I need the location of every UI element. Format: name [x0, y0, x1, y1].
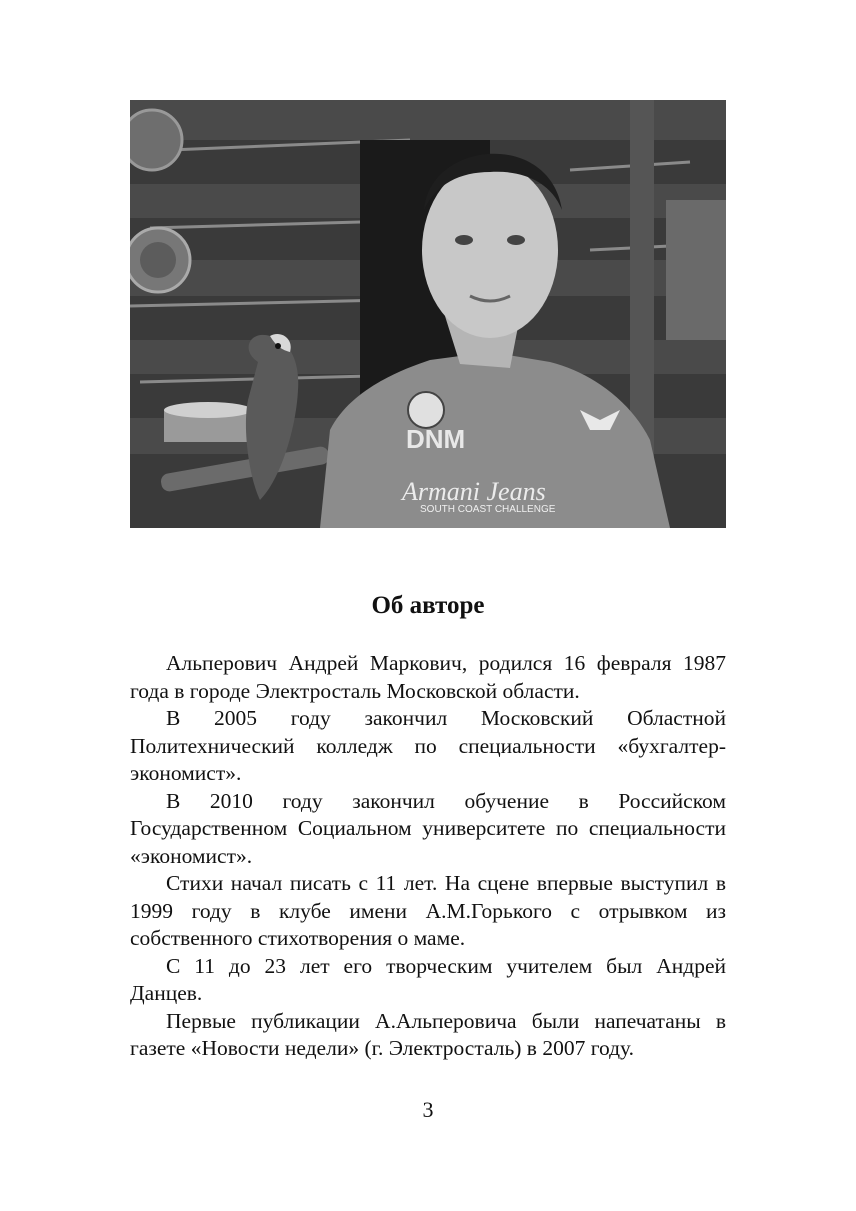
paragraph-publications: Первые публикации А.Альперовича были напечатаны в газете «Новости недели» (г. Электросталь) в 2007 году.: [130, 1008, 726, 1060]
page-number: 3: [422, 1097, 434, 1122]
author-photo: [130, 100, 726, 528]
shirt-print-armani: Armani Jeans: [402, 477, 546, 506]
paragraph-university: В 2010 году закончил обучение в Российском Государственном Социальном университете по специальности «экономист».: [130, 788, 726, 868]
paragraph-teacher: С 11 до 23 лет его творческим учителем был Андрей Данцев.: [130, 953, 726, 1005]
section-heading: Об авторе: [371, 592, 485, 619]
author-photo-illustration: [130, 100, 726, 528]
paragraph-college: В 2005 году закончил Московский Областной Политехнический колледж по специальности «бухгалтер-экономист».: [130, 706, 726, 785]
shirt-print-dnm: DNM: [406, 424, 466, 454]
paragraph-birth: Альперович Андрей Маркович, родился 16 февраля 1987 года в городе Электросталь Московской области.: [130, 651, 726, 703]
paragraph-poetry-start: Стихи начал писать с 11 лет. На сцене впервые выступил в 1999 году в клубе имени А.М.Горького с отрывком из собственного стихотворения о маме.: [130, 871, 726, 950]
author-biography: [130, 650, 726, 1063]
shirt-print-challenge: SOUTH COAST CHALLENGE: [420, 504, 556, 515]
